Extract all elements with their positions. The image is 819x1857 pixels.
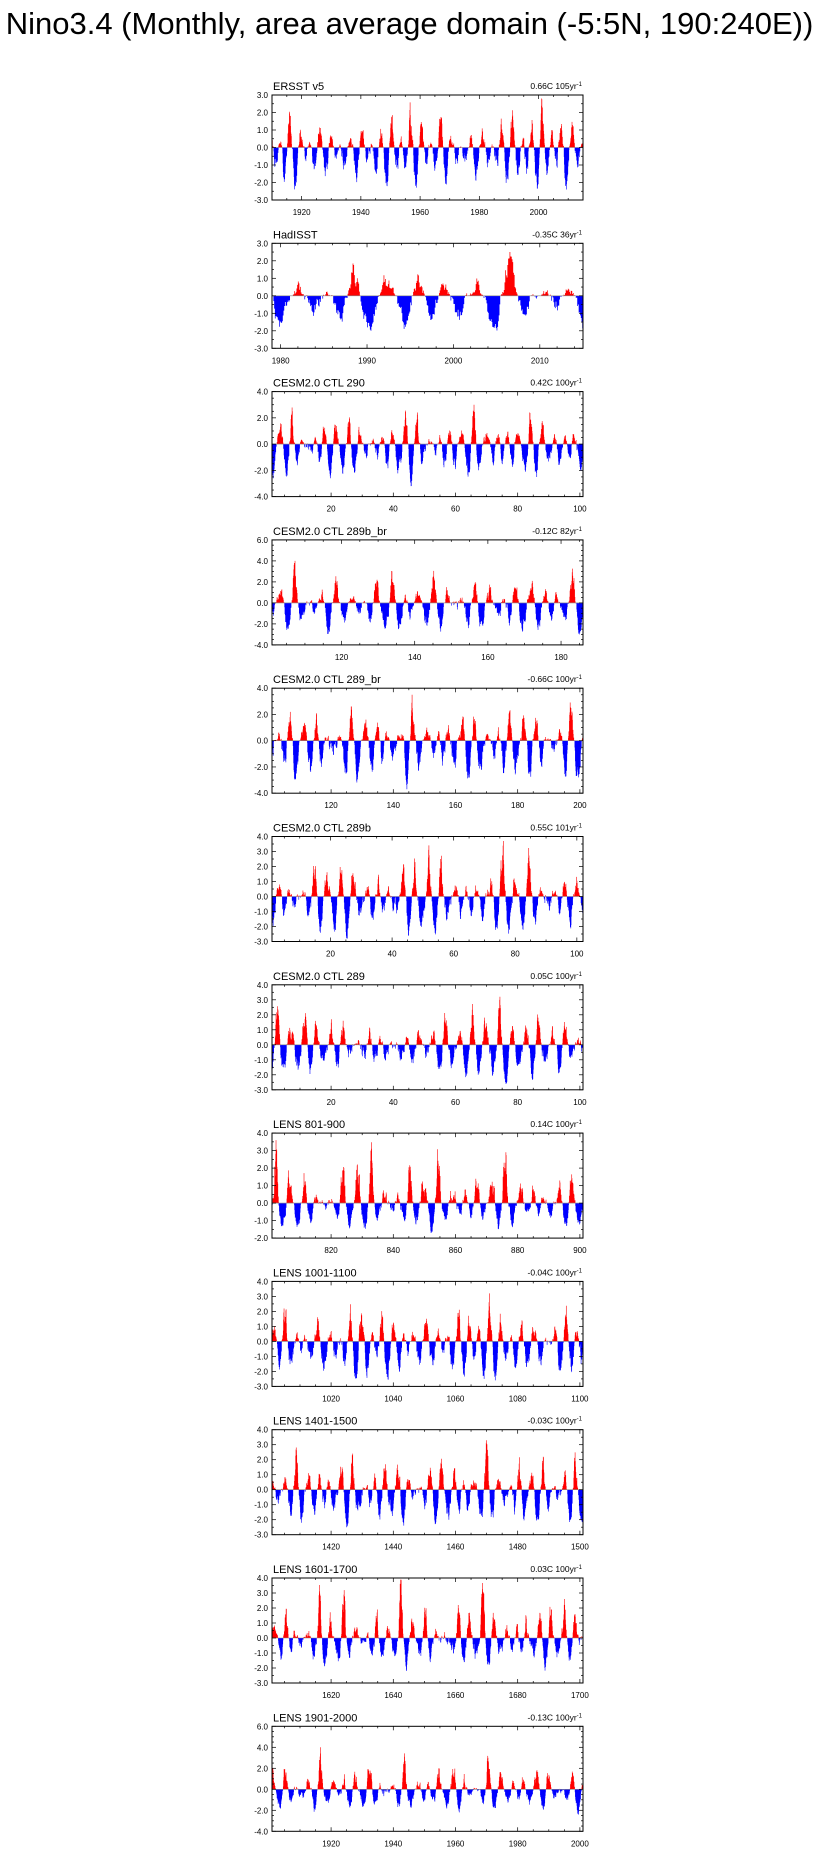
x-tick-label: 1980 <box>508 1839 527 1849</box>
x-tick-label: 80 <box>510 949 520 959</box>
positive-anomaly-bars <box>272 1580 583 1639</box>
x-tick-label: 60 <box>451 504 460 514</box>
anomaly-bars <box>272 841 583 939</box>
y-tick-label: -1.0 <box>254 161 268 170</box>
negative-anomaly-bars <box>276 1490 583 1528</box>
y-tick-label: 3.0 <box>256 995 268 1005</box>
panel-title: LENS 1001-1100 <box>273 1267 357 1280</box>
x-tick-label: 1060 <box>446 1394 465 1404</box>
x-tick-label: 1080 <box>508 1394 527 1404</box>
y-tick-label: 2.0 <box>256 577 268 587</box>
y-tick-label: 3.0 <box>256 1589 268 1598</box>
x-tick-label: 120 <box>334 652 349 662</box>
y-tick-label: 0.0 <box>256 1337 268 1347</box>
x-tick-label: 1940 <box>384 1839 403 1849</box>
chart-panel-4 <box>254 526 583 662</box>
chart-panel-9 <box>254 1267 589 1403</box>
negative-anomaly-bars <box>272 603 583 635</box>
y-tick-label: 0.0 <box>256 736 268 746</box>
y-tick-label: 4.0 <box>256 1277 268 1287</box>
y-tick-label: -2.0 <box>254 619 268 629</box>
y-tick-label: 4.0 <box>256 1574 268 1583</box>
y-tick-label: -2.0 <box>254 1367 268 1377</box>
y-tick-label: 4.0 <box>256 1425 268 1435</box>
panel-stats: -0.66C $100yr^{-1}$ <box>527 674 582 685</box>
chart-panel-1 <box>254 81 583 217</box>
x-tick-label: 900 <box>573 1246 587 1256</box>
x-tick-label: 80 <box>513 504 523 514</box>
positive-anomaly-bars <box>272 99 583 148</box>
y-tick-label: 1.0 <box>256 126 268 135</box>
y-tick-label: 2.0 <box>256 1764 268 1774</box>
positive-anomaly-bars <box>273 1140 576 1203</box>
panel-stats: -0.03C $100yr^{-1}$ <box>527 1415 582 1426</box>
y-tick-label: 1.0 <box>256 877 268 887</box>
y-tick-label: 2.0 <box>256 256 268 266</box>
positive-anomaly-bars <box>274 695 583 741</box>
x-tick-label: 60 <box>449 949 459 959</box>
x-tick-label: 820 <box>324 1246 338 1256</box>
y-tick-label: -3.0 <box>254 344 268 354</box>
y-tick-label: 6.0 <box>256 535 268 545</box>
y-tick-label: 1.0 <box>256 274 268 284</box>
panel-title: HadISST <box>273 229 318 242</box>
panel-stats: 0.14C $100yr^{-1}$ <box>530 1119 582 1130</box>
anomaly-bars <box>272 997 583 1084</box>
x-tick-label: 180 <box>511 801 525 811</box>
anomaly-bars <box>272 1140 583 1233</box>
chart-panel-12 <box>254 1712 589 1848</box>
panel-title: CESM2.0 CTL 289b_br <box>273 525 387 538</box>
x-tick-label: 1680 <box>508 1691 527 1700</box>
y-tick-label: 0.0 <box>256 892 268 902</box>
y-tick-label: -2.0 <box>254 466 268 476</box>
x-tick-label: 1960 <box>411 208 429 217</box>
y-tick-label: 1.0 <box>256 1470 268 1480</box>
panel-title: CESM2.0 CTL 289b <box>273 822 372 835</box>
y-tick-label: -3.0 <box>254 1085 268 1095</box>
negative-anomaly-bars <box>272 1045 583 1084</box>
negative-anomaly-bars <box>272 741 581 790</box>
panel-stats: 0.55C $101yr^{-1}$ <box>530 822 582 833</box>
positive-anomaly-bars <box>277 405 577 444</box>
x-tick-label: 860 <box>448 1246 463 1256</box>
panel-title: CESM2.0 CTL 289_br <box>273 674 381 687</box>
anomaly-bars <box>272 1440 583 1527</box>
y-tick-label: 0.0 <box>256 1199 268 1209</box>
y-tick-label: 6.0 <box>256 1722 268 1732</box>
x-tick-label: 200 <box>573 801 587 811</box>
panel-stats: 0.05C $100yr^{-1}$ <box>530 970 582 981</box>
panel-stats: -0.13C $100yr^{-1}$ <box>527 1712 582 1723</box>
negative-anomaly-bars <box>272 897 583 939</box>
x-tick-label: 120 <box>324 801 338 811</box>
panel-stats: 0.03C $100yr^{-1}$ <box>530 1564 582 1574</box>
y-tick-label: 0.0 <box>256 440 268 450</box>
x-tick-label: 1480 <box>508 1542 527 1552</box>
x-tick-label: 100 <box>573 1097 587 1107</box>
x-tick-label: 80 <box>513 1097 523 1107</box>
y-tick-label: 2.0 <box>256 1164 268 1174</box>
anomaly-bars <box>272 405 583 486</box>
y-tick-label: 2.0 <box>256 862 268 872</box>
chart-panel-2 <box>254 229 583 365</box>
y-tick-label: -1.0 <box>254 1055 268 1065</box>
y-tick-label: -2.0 <box>254 1664 268 1673</box>
y-tick-label: 4.0 <box>256 1129 268 1139</box>
y-tick-label: 3.0 <box>256 1292 268 1302</box>
x-tick-label: 40 <box>388 504 398 514</box>
x-tick-label: 1980 <box>470 208 489 217</box>
y-tick-label: 2.0 <box>256 1604 268 1613</box>
x-tick-label: 140 <box>408 652 422 662</box>
y-tick-label: -2.0 <box>254 1806 268 1816</box>
x-tick-label: 1100 <box>571 1394 589 1404</box>
x-tick-label: 1940 <box>351 208 370 217</box>
x-tick-label: 100 <box>570 949 584 959</box>
x-tick-label: 840 <box>386 1246 400 1256</box>
negative-anomaly-bars <box>272 444 583 486</box>
y-tick-label: -1.0 <box>254 309 268 319</box>
y-tick-label: -1.0 <box>254 1649 268 1658</box>
panel-title: LENS 1401-1500 <box>273 1415 358 1428</box>
y-tick-label: -3.0 <box>254 196 268 205</box>
anomaly-bars <box>272 99 583 190</box>
x-tick-label: 1920 <box>292 208 311 217</box>
y-tick-label: 2.0 <box>256 1010 268 1020</box>
y-tick-label: 3.0 <box>256 1146 268 1156</box>
y-tick-label: -3.0 <box>254 1530 268 1540</box>
y-tick-label: 4.0 <box>256 387 268 397</box>
x-tick-label: 40 <box>387 949 397 959</box>
x-tick-label: 100 <box>573 504 587 514</box>
y-tick-label: 0.0 <box>256 1040 268 1050</box>
y-tick-label: 1.0 <box>256 1619 268 1628</box>
y-tick-label: -2.0 <box>254 922 268 932</box>
y-tick-label: 1.0 <box>256 1322 268 1332</box>
y-tick-label: 3.0 <box>256 91 268 100</box>
negative-anomaly-bars <box>278 1638 581 1671</box>
y-tick-label: -1.0 <box>254 1352 268 1362</box>
x-tick-label: 60 <box>451 1097 460 1107</box>
x-tick-label: 1460 <box>446 1542 465 1552</box>
x-tick-label: 1980 <box>271 356 290 366</box>
y-tick-label: -4.0 <box>254 789 268 799</box>
x-tick-label: 140 <box>386 801 400 811</box>
y-tick-label: -2.0 <box>254 1515 268 1525</box>
anomaly-bars <box>272 252 582 331</box>
positive-anomaly-bars <box>276 841 581 897</box>
positive-anomaly-bars <box>272 1440 578 1490</box>
x-tick-label: 160 <box>448 801 463 811</box>
y-tick-label: 3.0 <box>256 1440 268 1450</box>
x-tick-label: 2000 <box>444 356 463 366</box>
y-tick-label: -4.0 <box>254 1827 268 1837</box>
y-tick-label: 4.0 <box>256 556 268 566</box>
y-tick-label: 0.0 <box>256 598 268 608</box>
y-tick-label: 2.0 <box>256 710 268 720</box>
x-tick-label: 40 <box>388 1097 398 1107</box>
y-tick-label: 0.0 <box>256 291 268 301</box>
x-tick-label: 2000 <box>570 1839 589 1849</box>
y-tick-label: 4.0 <box>256 832 268 842</box>
anomaly-bars <box>272 1580 583 1672</box>
y-tick-label: 4.0 <box>256 1743 268 1753</box>
panel-title: LENS 1601-1700 <box>273 1564 358 1576</box>
y-tick-label: -2.0 <box>254 326 268 336</box>
chart-panel-5 <box>254 674 587 810</box>
panel-stats: -0.35C $36yr^{-1}$ <box>532 229 582 240</box>
y-tick-label: -2.0 <box>254 1070 268 1080</box>
y-tick-label: -1.0 <box>254 1500 268 1510</box>
positive-anomaly-bars <box>274 997 581 1045</box>
y-tick-label: -2.0 <box>254 1234 268 1244</box>
y-tick-label: -3.0 <box>254 1679 268 1688</box>
y-tick-label: 2.0 <box>256 1455 268 1465</box>
y-tick-label: -1.0 <box>254 1216 268 1226</box>
x-tick-label: 20 <box>326 1097 336 1107</box>
chart-panel-6 <box>254 823 584 959</box>
x-tick-label: 1420 <box>322 1542 340 1552</box>
y-tick-label: 3.0 <box>256 847 268 857</box>
y-tick-label: 1.0 <box>256 1181 268 1191</box>
x-tick-label: 1660 <box>446 1691 465 1700</box>
negative-anomaly-bars <box>272 1203 583 1233</box>
y-tick-label: -4.0 <box>254 492 268 502</box>
chart-panel-7 <box>254 971 587 1107</box>
y-tick-label: 0.0 <box>256 1485 268 1495</box>
negative-anomaly-bars <box>277 1341 583 1380</box>
x-tick-label: 20 <box>326 949 335 959</box>
x-tick-label: 880 <box>511 1246 525 1256</box>
negative-anomaly-bars <box>274 148 580 190</box>
anomaly-bars <box>272 1747 583 1814</box>
panel-title: LENS 801-900 <box>273 1119 346 1132</box>
y-tick-label: -4.0 <box>254 640 268 650</box>
positive-anomaly-bars <box>272 252 574 296</box>
y-tick-label: 4.0 <box>256 980 268 990</box>
panel-title: CESM2.0 CTL 289 <box>273 970 365 983</box>
x-tick-label: 1500 <box>570 1542 589 1552</box>
x-tick-label: 2000 <box>529 208 548 217</box>
panel-title: ERSST v5 <box>273 81 325 93</box>
y-tick-label: -1.0 <box>254 907 268 917</box>
positive-anomaly-bars <box>272 1747 583 1789</box>
y-tick-label: 2.0 <box>256 108 268 118</box>
x-tick-label: 20 <box>326 504 336 514</box>
y-tick-label: 3.0 <box>256 239 268 249</box>
y-tick-label: -3.0 <box>254 1382 268 1392</box>
y-tick-label: -2.0 <box>254 178 268 188</box>
anomaly-bars <box>272 695 583 790</box>
x-tick-label: 1920 <box>322 1839 340 1849</box>
x-tick-label: 1440 <box>384 1542 403 1552</box>
chart-panel-11 <box>254 1564 589 1700</box>
negative-anomaly-bars <box>276 1789 581 1814</box>
x-tick-label: 1020 <box>322 1394 340 1404</box>
x-tick-label: 1990 <box>358 356 376 366</box>
page-title: Nino3.4 (Monthly, area average domain (-5:5N, 190:240E)) <box>5 6 814 41</box>
x-tick-label: 1700 <box>570 1691 589 1700</box>
plot-frame <box>272 540 583 645</box>
x-tick-label: 1620 <box>322 1691 340 1700</box>
x-tick-label: 2010 <box>530 356 549 366</box>
positive-anomaly-bars <box>272 1293 579 1341</box>
y-tick-label: 0.0 <box>256 143 268 153</box>
panel-stats: -0.04C $100yr^{-1}$ <box>527 1267 582 1278</box>
positive-anomaly-bars <box>275 561 576 603</box>
panel-stats: 0.66C $105yr^{-1}$ <box>530 81 582 91</box>
x-tick-label: 180 <box>554 652 568 662</box>
panel-title: CESM2.0 CTL 290 <box>273 377 365 390</box>
panel-stats: -0.12C $82yr^{-1}$ <box>532 525 582 536</box>
x-tick-label: 1040 <box>384 1394 403 1404</box>
y-tick-label: 0.0 <box>256 1634 268 1643</box>
y-tick-label: 4.0 <box>256 684 268 694</box>
y-tick-label: 1.0 <box>256 1025 268 1035</box>
anomaly-bars <box>272 1293 583 1380</box>
x-tick-label: 1640 <box>384 1691 403 1700</box>
y-tick-label: 0.0 <box>256 1785 268 1795</box>
plot-frame <box>272 1133 583 1238</box>
y-tick-label: -2.0 <box>254 762 268 772</box>
y-tick-label: 2.0 <box>256 413 268 423</box>
y-tick-label: -3.0 <box>254 937 268 947</box>
chart-panel-3 <box>254 378 587 514</box>
chart-panel-10 <box>254 1416 589 1552</box>
panel-title: LENS 1901-2000 <box>273 1712 358 1725</box>
negative-anomaly-bars <box>273 296 583 331</box>
x-tick-label: 160 <box>481 652 495 662</box>
x-tick-label: 1960 <box>446 1839 465 1849</box>
panel-stats: 0.42C $100yr^{-1}$ <box>530 377 582 388</box>
chart-panel-8 <box>254 1119 587 1255</box>
anomaly-bars <box>272 561 583 635</box>
y-tick-label: 2.0 <box>256 1307 268 1317</box>
plot-frame <box>272 985 583 1090</box>
